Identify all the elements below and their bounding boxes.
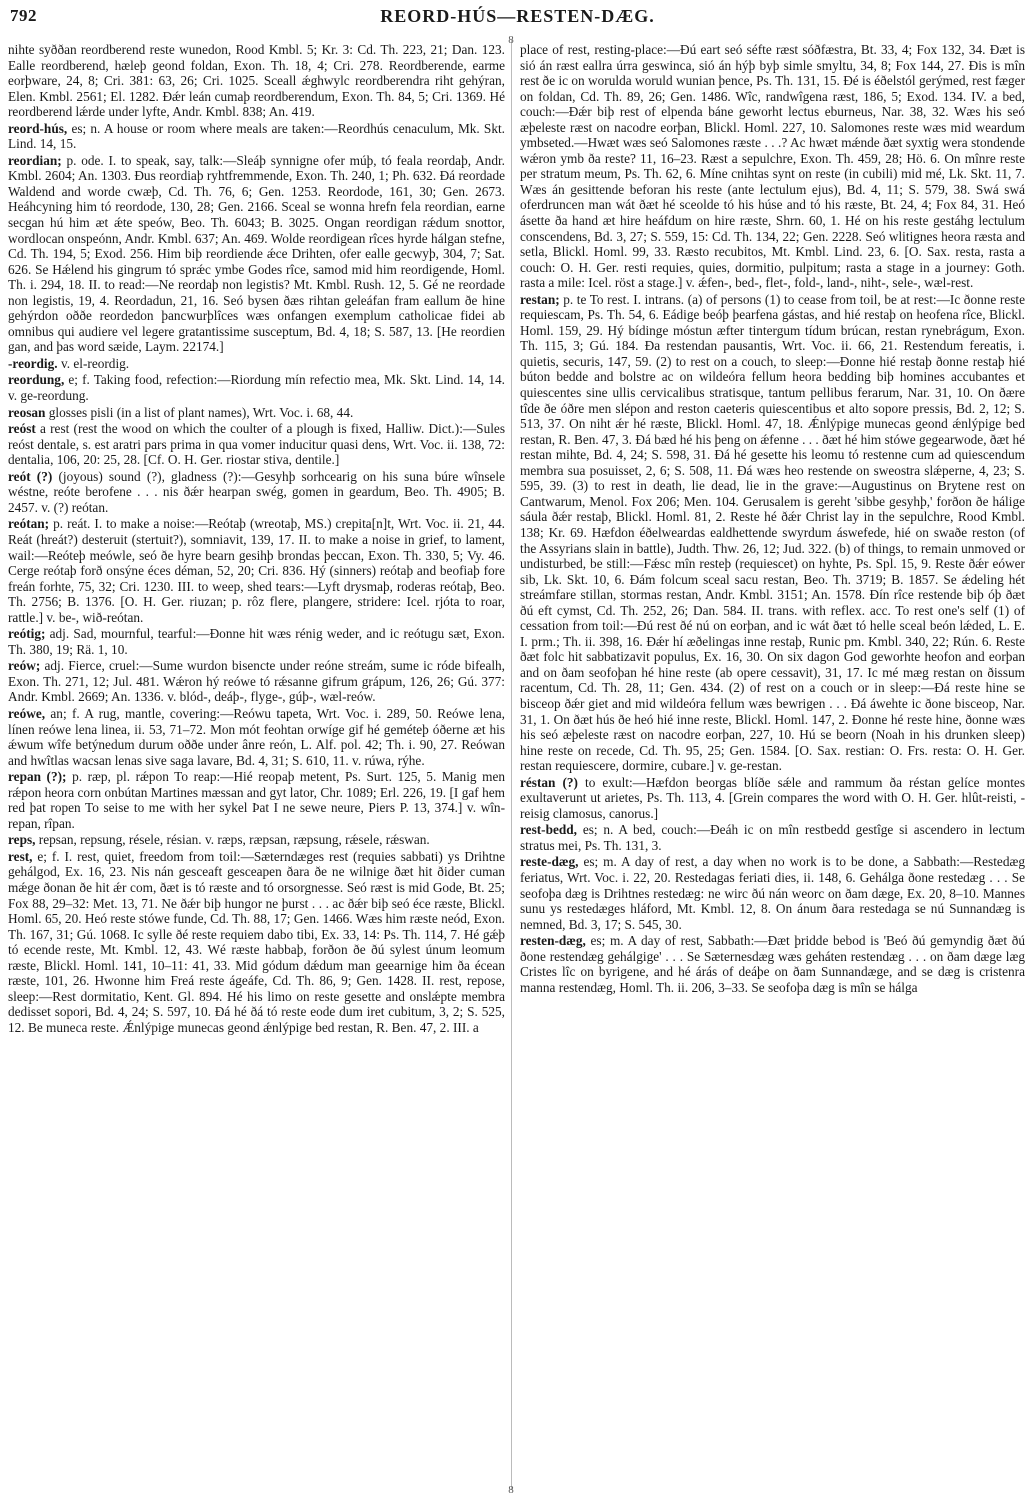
entry-text: es; n. A bed, couch:—Ðeáh ic on mîn restbedd gestîge si ascendero in lectum stratus mei, Ps. Th. 131, 3. [520,822,1025,853]
entry-text: repsan, repsung, résele, résian. v. ræps, ræpsan, ræpsung, rǽsele, rǽswan. [38,832,430,848]
entry-text: es; n. A house or room where meals are taken:—Reordhús cenaculum, Mk. Skt. Lind. 14, 15. [8,120,505,152]
dictionary-entry [8,469,505,516]
dictionary-entry [8,516,505,625]
dictionary-entry [8,849,505,1036]
dictionary-entry [520,854,1025,932]
dictionary-entry [520,292,1025,774]
entry-text: es; m. A day of rest, Sabbath:—Ðæt þridde bebod is 'Beó ðú gemyndig ðæt ðú ðone restendæg gehálgige' . . . Se Sæternesdæg wæs geháten restendæg . . . on ðam dæge læg Cristes lîc on byrigene, and hé árás of deáþe on ðam Sunnandæge, and se dæg is cristenra manna restendæg, Homl. Th. ii. 206, 3–33. Se seofoþa dæg is mîn se hálga [520,933,1025,995]
dictionary-entry [8,42,505,120]
entry-headword: restan; [520,291,560,307]
entry-headword: reps, [8,832,36,848]
entry-headword: reóst [8,421,36,437]
entry-text: to exult:—Hæfdon beorgas blíðe sǽle and rammum ða réstan gelíce montes exultaverunt ut arietes, Ps. Th. 113, 4. [Grein compares the word with O. H. Ger. hlût-reisti, -reisig clamosus, canorus.] [520,774,1025,821]
entry-headword: reordung, [8,372,65,388]
entry-text: es; m. A day of rest, a day when no work is to be done, a Sabbath:—Restedæg feriatus, Wrt. Voc. i. 22, 20. Restedagas feriati dies, ii. 148, 6. Gehálga ðone restedæg . . . Se seofoþa dæg is Drihtnes restedæg: ne wirc ðú nán weorc on ðam dæge, Ex. 20, 8–10. Mannes sunu ys restedæges hláford, Mt. Kmbl. 12, 8. On ánum ðara restedaga se nú Sunnandæg is nemned, Bd. 3, 17; S. 545, 30. [520,854,1025,932]
entry-headword: reótig; [8,626,46,642]
running-head: REORD-HÚS—RESTEN-DÆG. [380,6,655,26]
entry-headword: reord-hús, [8,120,68,136]
entry-text: a rest (rest the wood on which the coulter of a plough is fixed, Halliw. Dict.):—Sules reóst dentale, s. est aratri pars prima in qua vomer inducitur quasi dens, Wrt. Voc. ii. 138, 72: dentalia, 106, 20: 25, 28. [Cf. O. H. Ger. riostar stiva, dentile.] [8,421,505,468]
entry-headword: rest-bedd, [520,822,578,838]
dictionary-entry [8,626,505,657]
entry-headword: reót (?) [8,468,53,484]
page-header [10,6,1025,32]
entry-text: glosses pisli (in a list of plant names), Wrt. Voc. i. 68, 44. [48,404,354,420]
dictionary-entry [8,121,505,152]
column-divider [511,40,512,1490]
dictionary-entry [8,372,505,403]
entry-text: e; f. I. rest, quiet, freedom from toil:—Sæterndæges rest (requies sabbati) ys Drihtne gehálgod, Ex. 16, 23. Nis nán gesceaft gesceapen ðara ðe ne wilnige ðæt hit ðider cuman mǽge ðonan ðe hit ǽr com, ðæt is tó ræste and tó orsorgnesse. Seó ræst is mid Gode, Bt. 25; Fox 88, 29–32: Met. 13, 71. Ne ðǽr biþ hungor ne þurst . . . ac ðǽr biþ seó éce ræste, Blickl. Homl. 65, 20. Heó reste stówe funde, Cd. Th. 88, 17; Gen. 1466. Wæs him ræste neód, Exon. Th. 167, 31; Gú. 1068. Ic sylle ðé reste requiem dabo tibi, Ex. 33, 14: Ps. Th. 114, 7. Hé gǽþ tó ecende reste, Mt. Kmbl. 12, 43. Wé ræste habbaþ, forðon ðe ðú sylest únum leomum ræste, Blickl. Homl. 141, 10–11: 41, 33. Mid gódum dǽdum man geearnige him ða écean ræste, 101, 26. Hwonne him Freá reste ágeáfe, Cd. Th. 86, 9; Gen. 1428. II. rest, repose, sleep:—Rest dormitatio, Kent. Gl. 894. Hé his limo on reste gesette and onslǽpte membra dedisset sopori, Bd. 4, 24; S. 597, 10. Ðá hé ðá tó reste eode dum iret cubitum, 3, 2; S. 525, 12. Be muneca reste. Ǽnlýpige munecas geond ǽnlýpige bed restan, R. Ben. 47, 2. III. a [8,848,505,1035]
entry-text: place of rest, resting-place:—Ðú eart seó séfte ræst sóðfæstra, Bt. 33, 4; Fox 132, 34. Ðæt is sió án ræst eallra úrra geswinca, sió án hýþ byþ simle smyltu, 34, 8; Fox 144, 27. Ðis is mîn rest ðe ic on worulda woruld wunian þence, Ps. Th. 131, 15. Ðé is éðelstól gerýmed, rest fæger on foldan, Cd. Th. 89, 26; Gen. 1486. Wîc, randwîgena ræst, 186, 5; Exod. 134. IV. a bed, couch:—Ðǽr biþ rest of elpenda báne geworht lectus eburneus, Nar. 38, 32. Wæs his seó æþeleste ræst on nacodre eorþan, Blickl. Homl. 227, 10. Salomones reste wæs mid weardum ymbseted.—Hwæt wæs seó Salomones ræste . . .? Ac hwæt mǽnde ðæt syxtig wera stondende wǽron ymb ða reste? 11, 16–23. Ræst a sepulchre, Exon. Th. 459, 28; Hö. 6. On mînre reste per stratum meum, Ps. Th. 62, 6. Míne cnihtas synt on reste (in cubili) mid mé, Lk. Skt. 11, 7. Wæs án gesittende beforan his reste (ante lectulum ejus), Bd. 4, 11; S. 579, 38. Swá swá oferdruncen man wát ðæt hé sceolde tó his húse and tó his ræste, Bt. 24, 4; Fox 84, 31. Heó ásette ða hand æt hire heáfdum on hire ræste, Shrn. 60, 1. Hé on his reste gestáhg lectulum conscendens, Bd. 3, 27; S. 559, 15: Cd. Th. 134, 22; Gen. 2228. Seó wlitignes heora ræsta and setla, Blickl. Homl. 99, 33. Ræsto recubitos, Mt. Kmbl. Lind. 23, 6. [O. Sax. resta, rasta a couch: O. H. Ger. resti requies, quies, dormitio, pulpitum; rasta a stage in a journey: Goth. rasta a mile: Icel. röst a stage.] v. ǽfen-, bed-, flet-, fold-, land-, niht-, sele-, wæl-rest. [520,42,1025,291]
entry-headword: reste-dæg, [520,854,579,870]
dictionary-entry [8,706,505,768]
dictionary-entry [8,832,505,848]
entry-text: e; f. Taking food, refection:—Riordung mín refectio mea, Mk. Skt. Lind. 14, 14. v. ge-reordung. [8,372,505,404]
entry-text: v. el-reordig. [60,355,130,371]
entry-headword: reosan [8,404,46,420]
entry-headword: repan (?); [8,769,67,785]
left-column [8,42,505,1494]
entry-text: nihte syððan reordberend reste wunedon, Rood Kmbl. 5; Kr. 3: Cd. Th. 223, 21; Dan. 123. Ealle reordberend, hæleþ geond foldan, Exon. Th. 18, 4; Cri. 278. Reordberende, earme eorþware, 24, 8; Cri. 381: 63, 26; Cri. 1025. Sceall ǽghwylc reordberendra riht gehýran, Elen. Kmbl. 2561; El. 1282. Ðǽr leán cumaþ reordberendum, Exon. Th. 84, 5; Cri. 1369. Hé reordberend lǽrde under lyfte, Andr. Kmbl. 838; An. 419. [8,42,505,120]
entry-text: (joyous) sound (?), gladness (?):—Gesyhþ sorhcearig on his suna búre wînsele wéstne, reóte berofene . . . nis ðǽr hearpan swég, gomen in geardum, Beo. Th. 4905; B. 2457. v. (?) reótan. [8,468,505,515]
gutter-ornament-bottom: 8 [508,1484,514,1496]
entry-headword: reów; [8,658,41,674]
dictionary-entry [8,153,505,355]
entry-headword: resten-dæg, [520,933,586,949]
dictionary-entry [8,658,505,705]
entry-text: p. te To rest. I. intrans. (a) of persons (1) to cease from toil, be at rest:—Ic ðonne reste requiescam, Ps. Th. 54, 6. Eádige beóþ þearfena gástas, and hié restaþ on heofena rîce, Blickl. Homl. 159, 29. Hý bídinge móstun æfter tintergum tídum brúcan, restan rynebrágum, Exon. Th. 115, 3; Gú. 184. Ða restendan pausantis, Wrt. Voc. ii. 66, 21. Restendum fereatis, i. quietis, securis, 147, 59. (2) to rest on a couch, to sleep:—Ðonne hié restaþ ðonne restaþ hié búton bedde and bolstre ac on wildeóra fellum heora bedding biþ homines accubantes et quiescentes sine ullis cervicalibus stratisque, tantum pellibus ferarum, Nar. 31, 10. On ðære tîde ðe óðre men slépon and reston caeteris quiescentibus et alto sopore pressis, Bd. 2, 12; S. 513, 37. On niht ǽr hé ræste, Blickl. Homl. 47, 18. Ǽnlýpige munecas geond ǽnlýpige bed restan, R. Ben. 47, 3. Ðá bæd hé his þeng on ǽfenne . . . ðæt hé him stówe gegearwode, ðæt hé restan mihte, Bd. 4, 24; S. 598, 31. Ðá hé gesette his leomu tó restenne cum ad quiescendum membra sua posuisset, 2, 6; S. 508, 11. Ðá wæs heo restende on sweostra slǽperne, 4, 23; S. 595, 39. (3) to rest in death, lie dead, lie in the grave:—Augustinus on Brytene rest on Cantwarum, Menol. Fox 206; Men. 104. Gerusalem is gereht 'sibbe gesyhþ,' forðon ðe hálige sáula ðǽr restaþ, Blickl. Homl. 81, 2. Reste hé ðǽr Christ lay in the sepulchre, Rood Kmbl. 138; Kr. 69. Hæfdon éðelweardas ealdhettende swyrdum áswefede, hié on swaðe reston (of the Assyrians slain in battle), Judth. Thw. 26, 12; Jud. 322. (b) of things, to remain unmoved or undisturbed, be still:—Fǽsc mîn resteþ (requiescet) on hyhte, Ps. Spl. 15, 9. Reste ðǽr eówer sib, Lk. Skt. 10, 6. Ðám folcum sceal sacu restan, Beo. Th. 3719; B. 1857. Se ǽdeling hét streámfare stillan, stormas restan, Andr. Kmbl. 3151; An. 1578. Ðín rîce restende biþ óþ ðæt ðú eft cymst, Cd. Th. 252, 26; Dan. 584. II. trans. with reflex. acc. To rest one's self (1) of cessation from toil:—Ðú rest ðé nú on eorþan, and ic wát ðæt tó helle sceal beón lǽded, L. E. I. prm.; Th. ii. 398, 16. Ðǽr hí æðelingas inne restaþ, Runic pm. Kmbl. 340, 22; Rún. 6. Reste ðæt folc hit sabbatizavit populus, Ex. 16, 30. On six dagon God geworhte heofon and eorþan and on ðam seofoþan hé hine reste (ab opere cessavit), 31, 17. Ic mé mæg restan on ðissum racentum, Cd. Th. 28, 11; Gen. 434. (2) of rest on a couch or in sleep:—Ðá reste hine se bisceop ðǽr giet and mid wildeóra fellum wæs bewrigen . . . Ðá áwehte ic ðone bisceop, Nar. 31, 1. On ðæt hús ðe heó hié inne reste, Blickl. Homl. 147, 2. Ðonne hé reste hine, ðonne wæs his seó æþeleste ræst on nacodre eorþan, 227, 10. Hú se beorn (Noah in his drunken sleep) hine reste on recede, Cd. Th. 95, 25; Gen. 1584. [O. Sax. restian: O. Frs. resta: O. H. Ger. restan requiescere, dormire, cubare.] v. ge-restan. [520,291,1025,774]
entry-headword: rest, [8,848,33,864]
dictionary-entry [8,421,505,468]
entry-text: p. reát. I. to make a noise:—Reótaþ (wreotaþ, MS.) crepita[n]t, Wrt. Voc. ii. 21, 44. Reát (hreát?) desteruit (stertuit?), somniavit, 139, 17. II. to make a noise in grief, to lament, wail:—Reóteþ meówle, seó ðe hyre bearn gesihþ brondas þeccan, Exon. Th. 330, 5; Vy. 46. Cerge reótaþ forð onsýne éces déman, 52, 20; Cri. 836. Hý (sinners) reótaþ and beofiaþ fore freán forhte, 75, 32; Cri. 1230. III. to weep, shed tears:—Lyft drysmaþ, roderas reótaþ, Beo. Th. 2756; B. 1376. [O. H. Ger. riuzan; p. rôz flere, plangere, stridere: Icel. rjóta to roar, rattle.] v. be-, wið-reótan. [8,516,505,625]
dictionary-entry [520,822,1025,853]
entry-headword: reordian; [8,152,62,168]
entry-headword: réstan (?) [520,774,578,790]
entry-headword: reówe, [8,705,46,721]
entry-text: an; f. A rug, mantle, covering:—Reówu tapeta, Wrt. Voc. i. 289, 50. Reówe lena, línen reówe lena linea, ii. 53, 71–72. Mon mót feohtan orwíge gif hé geméteþ óðerne æt his ǽwum wîfe betýnedum durum oððe under ânre reón, L. Alf. pol. 42; Th. i. 90, 27. Reówan and hwîtlas wacsan lenas sive saga lavare, Bd. 4, 31; S. 610, 11. v. rúwa, rýhe. [8,705,505,768]
entry-headword: -reordig. [8,355,58,371]
entry-headword: reótan; [8,516,50,532]
entry-text: p. ræp, pl. rǽpon To reap:—Hié reopaþ metent, Ps. Surt. 125, 5. Manig men rǽpon heora corn onbútan Martines mæssan and gyt lator, Chr. 1089; Erl. 226, 19. [I gaf hem red þat ropen To seise to me with her sykel Þat I ne sewe neure, Piers P. 13, 374.] v. wîn-repan, rîpan. [8,769,505,831]
dictionary-entry [8,769,505,831]
dictionary-entry [8,405,505,421]
dictionary-entry [520,42,1025,291]
gutter-ornament-top: 8 [508,34,514,46]
page-number: 792 [10,6,37,25]
entry-text: adj. Fierce, cruel:—Sume wurdon bisencte under reóne streám, sume ic róde bifealh, Exon. Th. 271, 12; Jul. 481. Wǽron hý reówe tó rǽsanne gifrum grápum, 126, 26; Gú. 377: Andr. Kmbl. 2669; An. 1336. v. blód-, deáþ-, flyge-, gúþ-, wæl-reów. [8,658,505,705]
dictionary-entry [520,775,1025,822]
entry-text: p. ode. I. to speak, say, talk:—Sleáþ synnigne ofer múþ, tó feala reordaþ, Andr. Kmbl. 2604; An. 1303. Ðus reordiaþ ryhtfremmende, Exon. Th. 240, 1; Ph. 632. Ðá reordade Waldend and worde cwæþ, Cd. Th. 76, 6; Gen. 1253. Reordode, 161, 30; Gen. 2673. Heáhcyning him tó reordode, 130, 28; Gen. 2166. Sceal se wonna hrefn fela reordian, earne secgan hú him æt ǽte speów, Beo. Th. 6043; B. 3025. Ongan reordigan rǽdum snottor, wordlocan onspeónn, Andr. Kmbl. 637; An. 469. Wolde reordigean rîces hyrde hálgan stefne, Cd. Th. 194, 5; Exod. 256. Him biþ reordiende ǽce Drihten, ofer ealle gecwyþ, 304, 7; Sat. 626. Se Hǽlend his gingrum tó sprǽc ymbe Godes rîce, samod mid him reordigende, Homl. Th. i. 294, 18. II. to read:—Ne reordaþ non legistis? Mt. Kmbl. Rush. 12, 5. Gé ne reordade non legistis, 19, 4. Reordadun, 21, 16. Seó bysen ðæs rihtan geleáfan fram eallum ðe hine gehýrdon oððe reordedon þancwurþlîces wæs onfangen exemplum catholicae fidei ab omnibus qui audiere vel legere gratantissime susceptum, Bd. 4, 18; S. 587, 13. [He reordien gan, and þas word sæide, Laym. 22174.] [8,152,505,355]
right-column [520,42,1025,1494]
dictionary-entry [520,933,1025,995]
dictionary-entry [8,356,505,372]
entry-text: adj. Sad, mournful, tearful:—Ðonne hit wæs rénig weder, and ic reótugu sæt, Exon. Th. 380, 19; Rä. 1, 10. [8,626,505,657]
